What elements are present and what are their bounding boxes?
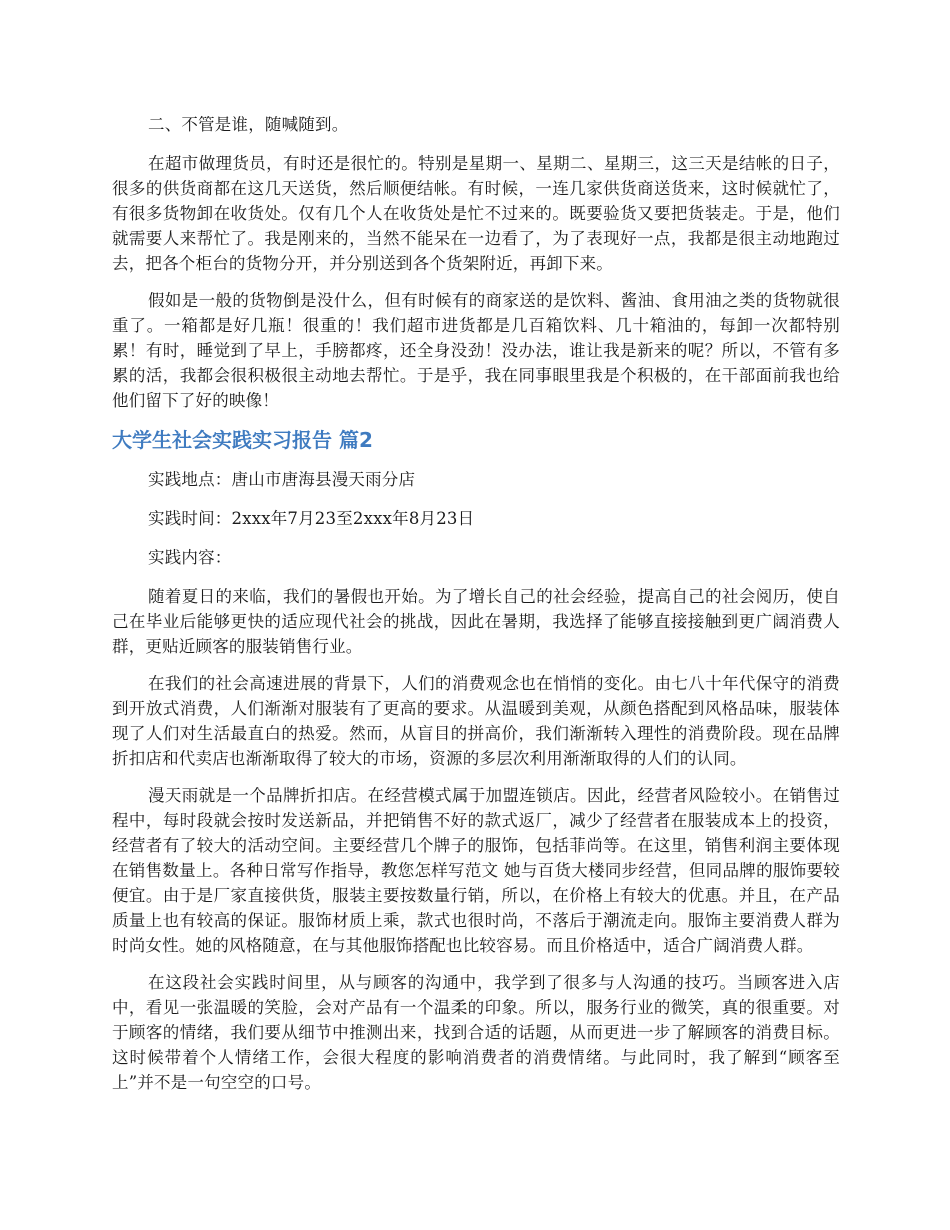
paragraph: 在我们的社会高速进展的背景下，人们的消费观念也在悄悄的变化。由七八十年代保守的消费到开放式消费，人们渐渐对服装有了更高的要求。从温暖到美观，从颜色搭配到风格品味，服装体现了人们对生活最直白的热爱。然而，从盲目的拼高价，我们渐渐转入理性的消费阶段。现在品牌折扣店和代卖店也渐渐取得了较大的市场，资源的多层次利用渐渐取得的人们的认同。: [112, 674, 840, 768]
document-page: [112, 112, 840, 1107]
practice-location: 实践地点：唐山市唐海县漫天雨分店: [148, 470, 416, 489]
section-heading: 大学生社会实践实习报告 篇2: [112, 428, 373, 452]
list-heading-item: 二、不管是谁，随喊随到。: [148, 115, 349, 134]
paragraph: 假如是一般的货物倒是没什么，但有时候有的商家送的是饮料、酱油、食用油之类的货物就很重了。一箱都是好几瓶！很重的！我们超市进货都是几百箱饮料、几十箱油的，每卸一次都特别累！有时，睡觉到了早上，手膀都疼，还全身没劲！没办法，谁让我是新来的呢？所以，不管有多累的活，我都会很积极很主动地去帮忙。于是乎，我在同事眼里我是个积极的，在干部面前我也给他们留下了好的映像！: [112, 291, 840, 410]
paragraph: 在这段社会实践时间里，从与顾客的沟通中，我学到了很多与人沟通的技巧。当顾客进入店中，看见一张温暖的笑脸，会对产品有一个温柔的印象。所以，服务行业的微笑，真的很重要。对于顾客的情绪，我们要从细节中推测出来，找到合适的话题，从而更进一步了解顾客的消费目标。这时候带着个人情绪工作，会很大程度的影响消费者的消费情绪。与此同时，我了解到“顾客至上”并不是一句空空的口号。: [112, 973, 840, 1092]
paragraph: 在超市做理货员，有时还是很忙的。特别是星期一、星期二、星期三，这三天是结帐的日子，很多的供货商都在这几天送货，然后顺便结帐。有时候，一连几家供货商送货来，这时候就忙了，有很多货物卸在收货处。仅有几个人在收货处是忙不过来的。既要验货又要把货装走。于是，他们就需要人来帮忙了。我是刚来的，当然不能呆在一边看了，为了表现好一点，我都是很主动地跑过去，把各个柜台的货物分开，并分别送到各个货架附近，再卸下来。: [112, 154, 840, 273]
practice-time: 实践时间：2xxx年7月23至2xxx年8月23日: [148, 509, 475, 528]
practice-content-label: 实践内容：: [148, 548, 232, 567]
paragraph: 漫天雨就是一个品牌折扣店。在经营模式属于加盟连锁店。因此，经营者风险较小。在销售过程中，每时段就会按时发送新品，并把销售不好的款式返厂，减少了经营者在服装成本上的投资，经营者有了较大的活动空间。主要经营几个牌子的服饰，包括菲尚等。在这里，销售利润主要体现在销售数量上。各种日常写作指导，教您怎样写范文 她与百货大楼同步经营，但同品牌的服饰要较便宜。由于是厂家直接供货，服装主要按数量行销，所以，在价格上有较大的优惠。并且，在产品质量上也有较高的保证。服饰材质上乘，款式也很时尚，不落后于潮流走向。服饰主要消费人群为时尚女性。她的风格随意，在与其他服饰搭配也比较容易。而且价格适中，适合广阔消费人群。: [112, 786, 840, 955]
paragraph: 随着夏日的来临，我们的暑假也开始。为了增长自己的社会经验，提高自己的社会阅历，使自己在毕业后能够更快的适应现代社会的挑战，因此在暑期，我选择了能够直接接触到更广阔消费人群，更贴近顾客的服装销售行业。: [112, 587, 840, 656]
